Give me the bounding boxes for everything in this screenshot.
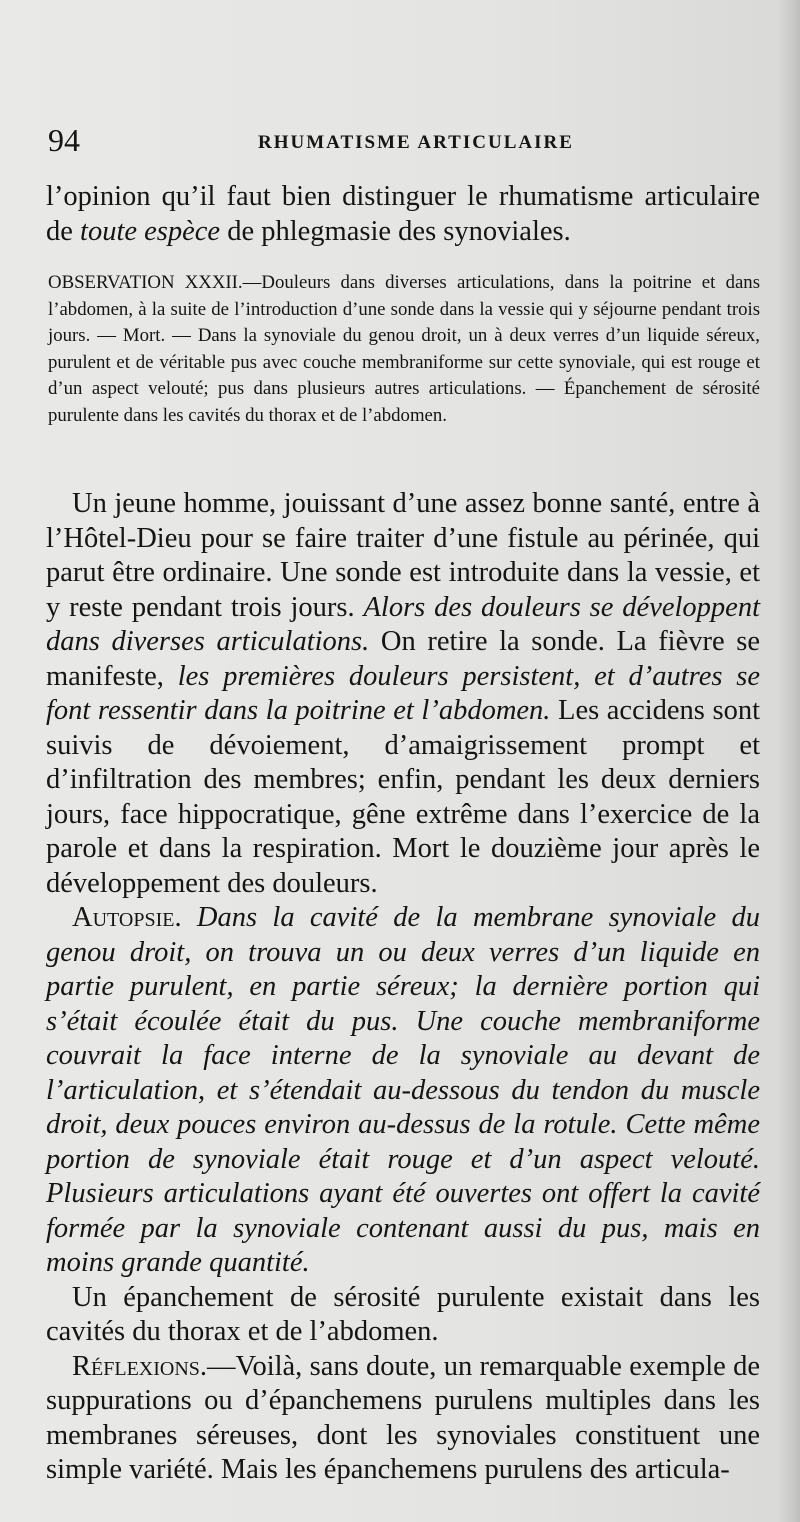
- reflections-text: —Voilà, sans doute, un remarquable exemple de suppurations ou d’épanchemens purulens multiples dans les membranes séreuses, dont les synoviales constituent une simple variété. Mais les épanchemens purulens des articula-: [46, 1350, 760, 1485]
- intro-italic: toute espèce: [80, 215, 221, 247]
- page-edge-shadow: [778, 0, 800, 1522]
- autopsy-paragraph: [46, 901, 760, 1281]
- intro-line-2-end: de phlegmasie des synoviales.: [220, 215, 571, 247]
- observation-heading: OBSERVATION XXXII.: [48, 272, 243, 293]
- case-text-3: Les accidens sont suivis de dévoiement, d’amaigrissement prompt et d’infiltration des membres; enfin, pendant les deux derniers jours, face hippocratique, gêne extrême dans l’exercice de la parole et dans la respiration. Mort le douzième jour après le développement des douleurs.: [46, 695, 760, 899]
- autopsy-label: Autopsie.: [72, 902, 182, 933]
- case-text-2: On retire la sonde. La fièvre se manifeste,: [46, 626, 761, 692]
- page-header: [48, 122, 760, 162]
- case-body: [46, 487, 760, 1488]
- case-text-1: Un jeune homme, jouissant d’une assez bonne santé, entre à l’Hôtel-Dieu pour se faire traiter d’une fistule au périnée, qui parut être ordinaire. Une sonde est introduite dans la vessie, et y reste pendant trois jours.: [46, 488, 760, 623]
- case-italic-1: Alors des douleurs se développent dans diverses articulations.: [46, 591, 760, 657]
- intro-paragraph: [46, 180, 760, 249]
- effusion-text: Un épanchement de sérosité purulente existait dans les cavités du thorax et de l’abdomen.: [46, 1281, 760, 1347]
- reflections-paragraph: [46, 1350, 760, 1488]
- observation-text: —Douleurs dans diverses articulations, dans la poitrine et dans l’abdomen, à la suite de l’introduction d’une sonde dans la vessie qui y séjourne pendant trois jours. — Mort. — Dans la synoviale du genou droit, un à deux verres d’un liquide séreux, purulent et de véritable pus avec couche membraniforme sur cette synoviale, qui est rouge et d’un aspect velouté; pus dans plusieurs autres articulations. — Épanchement de sérosité purulente dans les cavités du thorax et de l’abdomen.: [48, 272, 761, 426]
- autopsy-text: Dans la cavité de la membrane synoviale du genou droit, on trouva un ou deux verres d’un liquide en partie purulent, en partie séreux; la dernière portion qui s’était écoulée était du pus. Une couche membraniforme couvrait la face interne de la synoviale au devant de l’articulation, et s’étendait au-dessous du tendon du muscle droit, deux pouces environ au-dessus de la rotule. Cette même portion de synoviale était rouge et d’un aspect velouté. Plusieurs articulations ayant été ouvertes ont offert la cavité formée par la synoviale contenant aussi du pus, mais en moins grande quantité.: [46, 902, 761, 1278]
- case-paragraph: [46, 487, 760, 901]
- observation-summary: [48, 270, 760, 430]
- reflections-label: Réflexions.: [72, 1350, 208, 1382]
- case-italic-2: les premières douleurs persistent, et d’autres se font ressentir dans la poitrine et l’abdomen.: [46, 660, 760, 726]
- intro-line-2-start: de: [46, 215, 81, 247]
- page-number: 94: [48, 122, 80, 158]
- effusion-paragraph: [46, 1281, 760, 1350]
- intro-line-1: l’opinion qu’il faut bien distinguer le rhumatisme articulaire: [46, 181, 760, 212]
- running-title: RHUMATISME ARTICULAIRE: [258, 132, 574, 153]
